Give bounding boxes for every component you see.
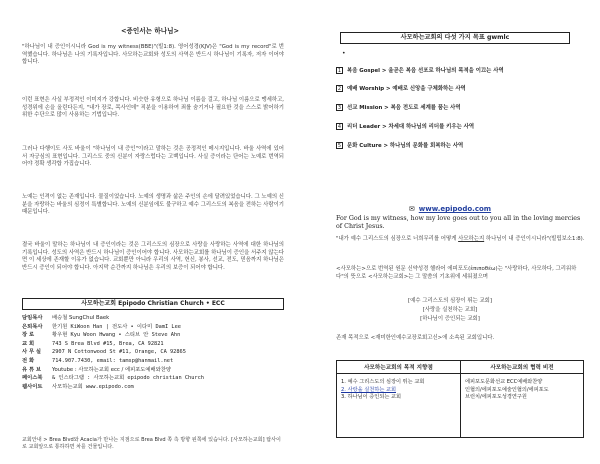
vision-item: 에피포도문화선교 ECC예배와찬양 <box>465 379 543 385</box>
purpose-item: 1. 예수 그리스도의 심장이 뛰는 교회 <box>341 379 425 385</box>
info-key: 담임목사 <box>22 315 43 321</box>
info-key: 사 무 실 <box>22 349 42 356</box>
goals-title: 사모하는교회의 다섯 가지 목표 gwmlc <box>340 32 570 44</box>
vision-table <box>336 360 584 438</box>
info-value: 714.907.7430, email: tamsp@hanmail.net <box>52 357 174 364</box>
essay-paragraph-1: "하나님이 내 증인이시니라 God is my witness(BBE)"(빌1:8). 영어성경(KJV)은 "God is my record"로 번역했습니다. 하나님은 나의 기록자입니다. 사모하는교회와 성도의 사역은 반드시 하나님이 기록자, 저자 이어야 합니다. <box>22 44 284 66</box>
goal-text: 선교 Mission > 복음 전도로 세계를 품는 사역 <box>347 105 461 111</box>
essay-paragraph-2: 이런 표현은 사실 부정적인 이미지가 강합니다. 비슷한 유형으로 하나님 이름을 걸고, 하나님 이름으로 맹세하고, 성경위에 손을 올린다든지, "내가 장로, 목사인데" 직분을 이용하여 죄를 숨기거나 필요한 것을 스스로 밝어하기 위한 수단으로 많이 사용하는 기법입니다. <box>22 97 284 119</box>
closing-statement: 존재 목적으로 <재미한인예수교장로회고신>에 소속된 교회입니다. <box>336 335 495 341</box>
goal-number-box: 4 <box>337 123 342 130</box>
goal-item <box>336 122 474 130</box>
info-value: & 인스타그램 : 사모하는교회 epipodo christian Church <box>52 375 204 382</box>
goal-text: 리더 Leader > 차세대 하나님의 리더를 키우는 사역 <box>347 124 475 130</box>
goal-number-box: 3 <box>337 104 342 111</box>
goal-number-box: 2 <box>337 85 342 92</box>
vision-item: 브런치/에피포도성경연구원 <box>465 394 527 401</box>
goal-item <box>336 141 463 149</box>
church-name-banner: 사모하는교회 Epipodo Christian Church • ECC <box>22 298 284 310</box>
goal-number-box: 1 <box>337 67 342 74</box>
info-row <box>22 323 287 332</box>
goal-text: 예배 Worship > 예배로 신앙을 구체화하는 사역 <box>347 86 466 92</box>
church-identity-line: [예수 그리스도의 심장이 뛰는 교회] <box>408 298 492 304</box>
info-key: 은퇴목사 <box>22 323 43 330</box>
envelope-icon: ✉ <box>408 205 415 213</box>
info-key: 웹사이트 <box>22 383 43 390</box>
church-info <box>22 314 287 391</box>
info-key: 장 로 <box>22 332 35 339</box>
website-link[interactable]: www.epipodo.com <box>418 205 492 213</box>
info-row <box>22 348 287 357</box>
info-key: 유 튜 브 <box>22 366 42 373</box>
purpose-cell <box>337 374 461 438</box>
goal-item <box>336 66 504 74</box>
info-key: 페이스북 <box>22 375 43 382</box>
info-key: 전 화 <box>22 357 35 364</box>
goal-item <box>336 103 461 111</box>
directions-note: 교회안내 > Brea Blvd와 Acacia가 만나는 지점으로 Brea Blvd 쪽 측 방향 왼쪽에 있습니다. [사모하는교회] 탑사이로 교회앞으로 통하하면 차를 건물입니다. <box>22 437 281 451</box>
vision-item: 인협의/에피포도예술인협의/에피포도 <box>465 386 549 393</box>
verse-emphasis: 사모하는지 <box>458 236 485 242</box>
info-value: 743 S Brea Blvd #15, Brea, CA 92821 <box>52 340 164 347</box>
essay-paragraph-4: 노예는 인격이 없는 존재입니다. 물질이었습니다. 노예의 생명과 삶은 주인의 손에 달려있었습니다. 그 노예의 신분을 자랑하는 바울의 심정이 특별합니다. 노예의 신분임에도 불구하고 예수 그리스도의 복음을 전하는 사람이기 때문입니다. <box>22 194 284 216</box>
info-row <box>22 331 287 340</box>
info-value: 한기원 KiWoon Han | 전도사 • 이다미 DamI Lee <box>52 323 181 330</box>
info-value: 2907 N Cottonwood St #11, Orange, CA 92865 <box>52 349 186 356</box>
goal-item <box>336 84 466 92</box>
verse-text: "내가 예수 그리스도의 심장으로 너희무리를 어떻게 <box>336 236 459 242</box>
info-value: Youtube : 사모하는교회 ecc / 에피포도예배와찬양 <box>52 366 172 373</box>
goal-text: 문화 Culture > 하나님의 문화를 회복하는 사역 <box>347 143 464 149</box>
table-header: 사모하는교회의 협력 비전 <box>461 361 584 374</box>
info-row <box>22 374 287 383</box>
info-row <box>22 366 287 375</box>
verse-text: 하나님이 내 증인이시니라"(빌립보소1:8). <box>484 236 585 242</box>
website-heading <box>300 205 600 213</box>
english-verse: For God is my witness, how my love goes out to you all in the loving mercies of Christ Jesus. <box>336 215 581 230</box>
website-link[interactable]: 사모하는교회 www.epipodo.com <box>52 383 134 390</box>
essay-paragraph-3: 그러나 다행이도 사도 바울이 "하나님이 내 증인"이라고 말하는 것은 공정적인 메시지입니다. 바울 사역에 있어서 자긍심의 표현입니다. 그리스도 중의 신분이 자랑스럽다는 고백입니다. 사실 증이라는 단어는 노예로 번역되어야 정확 생각합 가집습니다. <box>22 146 284 168</box>
name-meaning: <사모하는>으로 번역된 원문 신약성경 헬라어 에피포도(ἐπιποθέω)는 "사랑하다, 사모하다, 그리워하다"의 뜻으로 <사모하는교회>는 그 말씀의 기초위에 세워졌으며 <box>336 266 577 280</box>
vision-cell <box>461 374 584 438</box>
info-row <box>22 314 287 323</box>
info-row <box>22 383 287 392</box>
info-row <box>22 340 287 349</box>
church-identity-line: [사랑을 실천하는 교회] <box>422 307 478 313</box>
essay-title: <증인서는 하나님> <box>121 27 179 35</box>
korean-verse <box>336 236 586 244</box>
essay-paragraph-5: 결국 바울이 말하는 하나님이 내 증인이라는 것은 그리스도의 심장으로 사랑을 사랑하는 사역에 대한 하나님의 기록입니다. 성도의 사역은 반드시 하나님이 증인이어야 합니다. 사모하는교회를 하나님이 증인을 서주지 않는다면 이 세상에 존재할 이유가 없습니다. 교회뿐만 아니라 우리의 사역, 헌신, 봉사, 선교, 전도, 믿음까지 하나님은 반드시 증인이 되어야 합니다. 아지막 순간까지 하나님은 우리의 보증이 되어야 합니다. <box>22 242 284 271</box>
purpose-item: 2. 사랑을 실천하는 교회 <box>341 386 396 393</box>
info-row <box>22 357 287 366</box>
table-row <box>337 374 584 438</box>
right-page <box>300 0 600 464</box>
goal-text: 복음 Gospel > 올곧은 복음 선포로 하나님의 목적을 이끄는 사역 <box>347 68 504 74</box>
purpose-item: 3. 하나님이 증인되는 교회 <box>341 394 402 401</box>
info-value: 배승철 SungChul Baek <box>52 315 110 321</box>
table-header: 사모하는교회의 목적 지향점 <box>337 361 461 374</box>
info-value: 황우현 Kyu Woon Hwang • 스티브 안 Steve Ahn <box>52 332 181 339</box>
bullet-dot: • <box>342 50 346 57</box>
goal-number-box: 5 <box>337 142 342 149</box>
info-key: 교 회 <box>22 340 35 347</box>
church-identity-line: [하나님이 증인되는 교회] <box>420 316 480 322</box>
